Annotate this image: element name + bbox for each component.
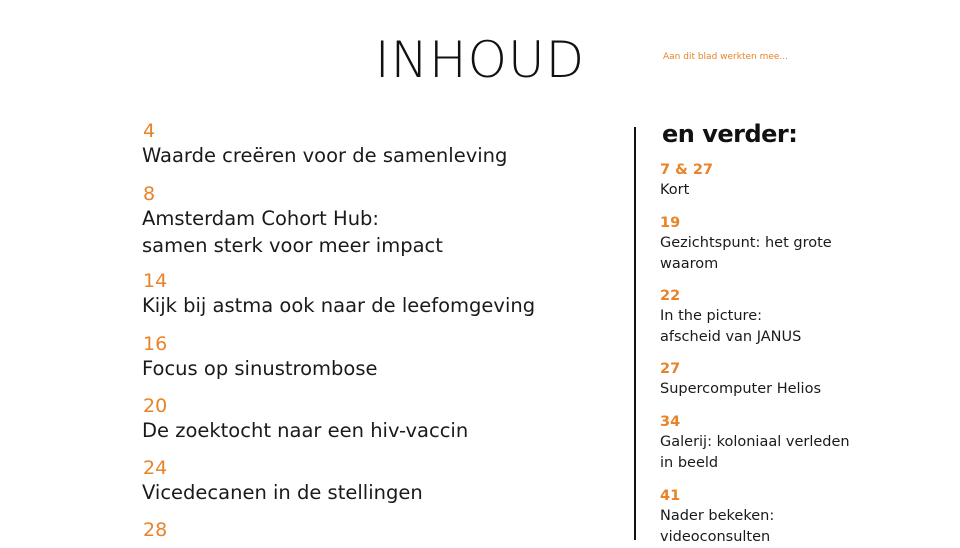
toc-entry[interactable] — [142, 519, 602, 541]
sidebar-title: Kort — [660, 182, 690, 198]
sidebar-entry[interactable] — [660, 486, 900, 548]
column-divider — [634, 127, 636, 540]
sidebar-page-number: 22 — [660, 288, 681, 304]
toc-page-number: 8 — [143, 183, 156, 205]
toc-page-number: 16 — [143, 333, 168, 355]
sidebar-page-number: 7 & 27 — [660, 162, 714, 178]
toc-title: Focus op sinustrombose — [142, 357, 378, 380]
sidebar-entry[interactable] — [660, 160, 900, 201]
toc-entry[interactable] — [142, 120, 602, 169]
sidebar-title: Galerij: koloniaal verleden in beeld — [660, 434, 850, 471]
toc-title: De zoektocht naar een hiv-vaccin — [142, 419, 469, 442]
sidebar-title: Nader bekeken: videoconsulten — [660, 508, 775, 545]
toc-entry[interactable] — [142, 183, 602, 259]
toc-title: Kijk bij astma ook naar de leefomgeving — [142, 294, 536, 317]
sidebar-title: Gezichtspunt: het grote waarom — [660, 235, 832, 272]
toc-title: Waarde creëren voor de samenleving — [142, 144, 508, 167]
sidebar-entry[interactable] — [660, 286, 900, 348]
credits-link[interactable]: Aan dit blad werkten mee... — [663, 52, 789, 62]
toc-title: Amsterdam Cohort Hub: samen sterk voor meer impact — [142, 207, 443, 257]
toc-page-number: 20 — [143, 395, 168, 417]
toc-entry[interactable] — [142, 457, 602, 506]
sidebar-entry[interactable] — [660, 213, 900, 275]
sidebar-heading: en verder: — [662, 120, 798, 148]
sidebar-page-number: 41 — [660, 488, 681, 504]
toc-entry[interactable] — [142, 333, 602, 382]
sidebar-page-number: 27 — [660, 361, 681, 377]
toc-page-number: 24 — [143, 457, 168, 479]
toc-page-number: 4 — [143, 120, 156, 142]
toc-title: Vicedecanen in de stellingen — [142, 481, 423, 504]
toc-entry[interactable] — [142, 395, 602, 444]
page-title: INHOUD — [374, 31, 586, 89]
toc-entry[interactable] — [142, 270, 602, 319]
toc-page-number: 28 — [143, 519, 168, 541]
sidebar-title: In the picture: afscheid van JANUS — [660, 308, 802, 345]
sidebar-title: Supercomputer Helios — [660, 381, 822, 397]
toc-page-number: 14 — [143, 270, 168, 292]
sidebar-page-number: 19 — [660, 215, 681, 231]
sidebar-entry[interactable] — [660, 412, 900, 474]
sidebar-page-number: 34 — [660, 414, 681, 430]
sidebar-entry[interactable] — [660, 359, 900, 400]
